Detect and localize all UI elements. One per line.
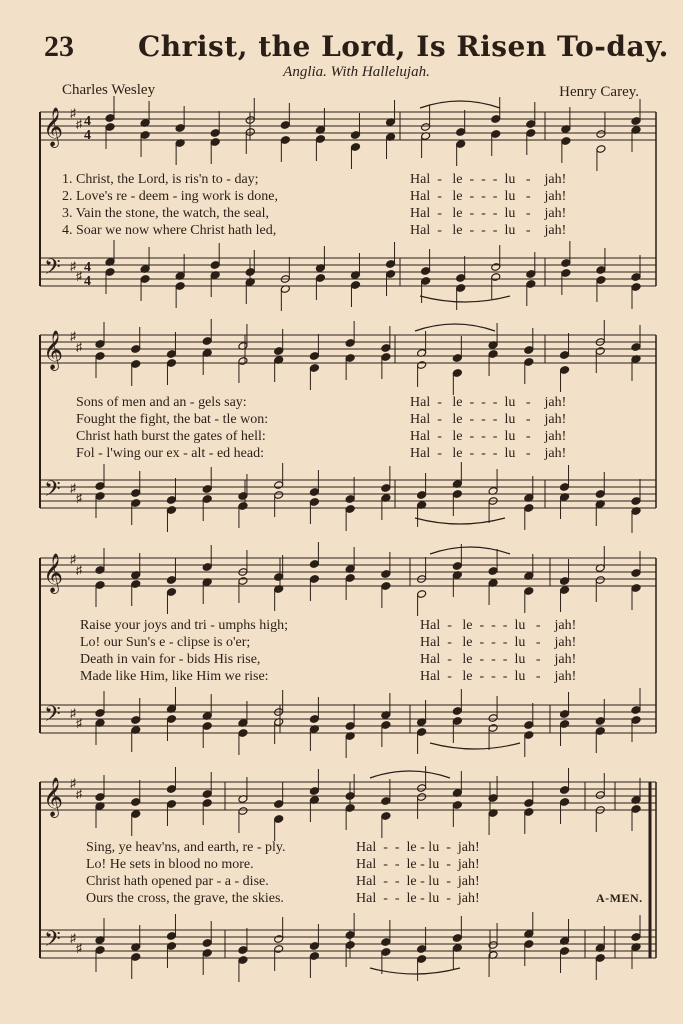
verse-text: Raise your joys and tri - umphs high; (80, 618, 289, 633)
verse-text: 1. Christ, the Lord, is ris'n to - day; (62, 172, 259, 187)
slur (430, 547, 510, 554)
sharp-icon: ♯ (76, 941, 82, 955)
hallelujah-text: Hal - le - - - lu - jah! (410, 206, 567, 221)
sharp-icon: ♯ (76, 716, 82, 730)
slur (415, 518, 505, 524)
verse-text: Death in vain for - bids His rise, (80, 652, 261, 667)
treble-clef-icon: 𝄞 (43, 553, 64, 593)
verse-text: Lo! He sets in blood no more. (86, 857, 254, 872)
verse-text: Fought the fight, the bat - tle won: (76, 412, 269, 427)
bass-clef-icon: 𝄢 (44, 927, 61, 957)
time-signature: 4 (84, 128, 91, 143)
amen-label: A-MEN. (596, 891, 643, 905)
sharp-icon: ♯ (70, 106, 76, 120)
verse-text: Made like Him, like Him we rise: (80, 669, 269, 684)
verse-text: Lo! our Sun's e - clipse is o'er; (80, 635, 251, 650)
sharp-icon: ♯ (70, 329, 76, 343)
hallelujah-text: Hal - le - - - lu - jah! (410, 446, 567, 461)
sharp-icon: ♯ (70, 481, 76, 495)
hallelujah-text: Hal - le - - - lu - jah! (420, 652, 577, 667)
verse-text: Sing, ye heav'ns, and earth, re - ply. (86, 840, 286, 855)
hallelujah-text: Hal - le - - - lu - jah! (410, 223, 567, 238)
hallelujah-text: Hal - - le - lu - jah! (356, 874, 480, 889)
sharp-icon: ♯ (76, 787, 82, 801)
slur (420, 296, 510, 302)
sharp-icon: ♯ (70, 552, 76, 566)
hallelujah-text: Hal - - le - lu - jah! (356, 840, 480, 855)
sharp-icon: ♯ (76, 269, 82, 283)
hallelujah-text: Hal - le - - - lu - jah! (410, 189, 567, 204)
slur (420, 101, 500, 108)
verse-text: Fol - l'wing our ex - alt - ed head: (76, 446, 264, 461)
verse-text: 3. Vain the stone, the watch, the seal, (62, 206, 269, 221)
treble-clef-icon: 𝄞 (43, 330, 64, 370)
composer-credit: Henry Carey. (559, 84, 639, 100)
hallelujah-text: Hal - le - - - lu - jah! (410, 395, 567, 410)
slur (370, 968, 460, 974)
verse-text: Christ hath burst the gates of hell: (76, 429, 266, 444)
hallelujah-text: Hal - le - - - lu - jah! (410, 429, 567, 444)
time-signature: 4 (84, 114, 91, 129)
hallelujah-text: Hal - le - - - lu - jah! (410, 172, 567, 187)
hallelujah-text: Hal - le - - - lu - jah! (420, 635, 577, 650)
treble-clef-icon: 𝄞 (43, 107, 64, 147)
verse-text: Christ hath opened par - a - dise. (86, 874, 269, 889)
treble-clef-icon: 𝄞 (43, 777, 64, 817)
author-credit: Charles Wesley (62, 82, 156, 98)
slur (415, 324, 495, 331)
hallelujah-text: Hal - le - - - lu - jah! (420, 618, 577, 633)
sharp-icon: ♯ (70, 706, 76, 720)
hymn-number: 23 (44, 30, 74, 63)
verse-text: 2. Love's re - deem - ing work is done, (62, 189, 278, 204)
slur (370, 771, 450, 778)
sharp-icon: ♯ (76, 491, 82, 505)
sharp-icon: ♯ (70, 776, 76, 790)
time-signature: 4 (84, 274, 91, 289)
hallelujah-text: Hal - - le - lu - jah! (356, 857, 480, 872)
sharp-icon: ♯ (76, 117, 82, 131)
slur (430, 743, 520, 749)
bass-clef-icon: 𝄢 (44, 255, 61, 285)
sharp-icon: ♯ (70, 931, 76, 945)
hallelujah-text: Hal - - le - lu - jah! (356, 891, 480, 906)
hymn-title: Christ, the Lord, Is Risen To-day. (138, 30, 669, 63)
verse-text: Sons of men and an - gels say: (76, 395, 247, 410)
bass-clef-icon: 𝄢 (44, 477, 61, 507)
verse-text: 4. Soar we now where Christ hath led, (62, 223, 277, 238)
sharp-icon: ♯ (70, 259, 76, 273)
hallelujah-text: Hal - le - - - lu - jah! (410, 412, 567, 427)
hallelujah-text: Hal - le - - - lu - jah! (420, 669, 577, 684)
sharp-icon: ♯ (76, 340, 82, 354)
verse-text: Ours the cross, the grave, the skies. (86, 891, 284, 906)
bass-clef-icon: 𝄢 (44, 702, 61, 732)
tune-name: Anglia. With Hallelujah. (283, 64, 430, 80)
sharp-icon: ♯ (76, 563, 82, 577)
time-signature: 4 (84, 260, 91, 275)
